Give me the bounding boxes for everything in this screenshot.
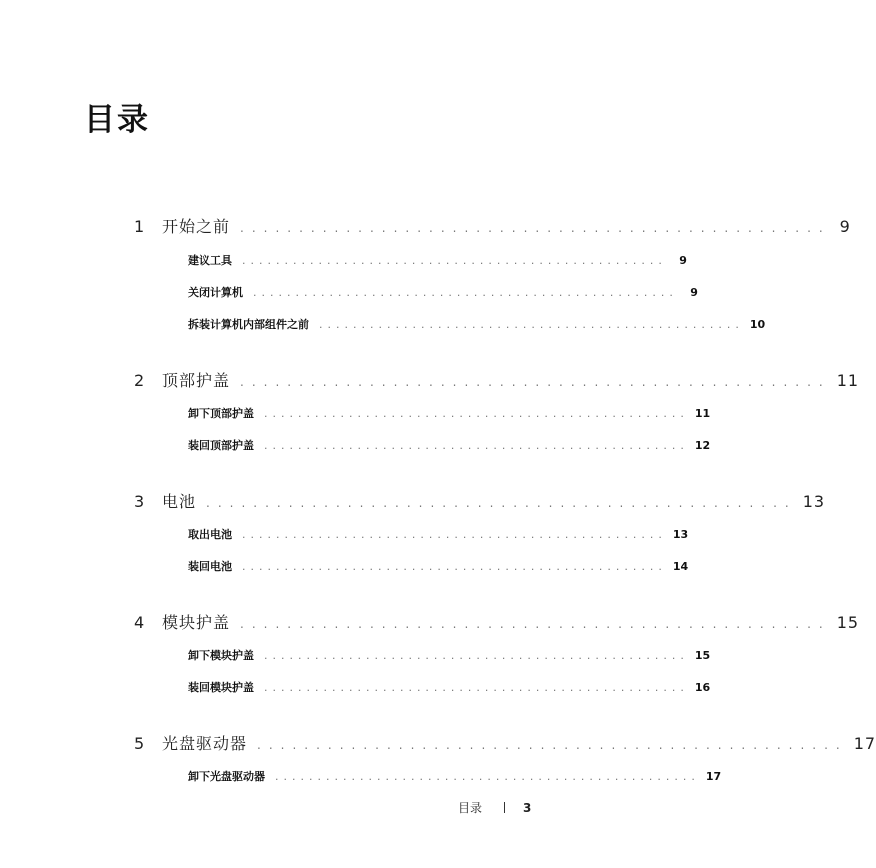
section-title: 建议工具 — [188, 254, 232, 267]
page-number: 9 — [839, 217, 851, 236]
page-number: 15 — [694, 649, 711, 662]
toc-chapter-4[interactable] — [134, 610, 860, 633]
page-footer — [458, 799, 542, 816]
dot-leader: .................................................. — [264, 649, 689, 662]
dot-leader: .................................................. — [264, 681, 689, 694]
dot-leader: .................................................. — [253, 286, 678, 299]
dot-leader: .................................................. — [240, 375, 831, 389]
toc-section[interactable] — [188, 437, 711, 453]
dot-leader: .................................................. — [240, 221, 831, 235]
chapter-title: 电池 — [162, 492, 197, 511]
page-number: 13 — [802, 492, 826, 511]
page-number: 16 — [694, 681, 711, 694]
toc-section[interactable] — [188, 558, 689, 574]
dot-leader: .................................................. — [264, 407, 689, 420]
section-title: 拆装计算机内部组件之前 — [188, 318, 309, 331]
dot-leader: .................................................. — [319, 318, 744, 331]
section-title: 卸下模块护盖 — [188, 649, 254, 662]
page-number: 17 — [853, 734, 876, 753]
dot-leader: .................................................. — [242, 254, 667, 267]
page-title: 目录 — [84, 102, 150, 138]
page-number: 11 — [694, 407, 711, 420]
page-number: 11 — [836, 371, 860, 390]
dot-leader: .................................................. — [264, 439, 689, 452]
toc-section[interactable] — [188, 526, 689, 542]
toc-section[interactable] — [188, 768, 722, 784]
chapter-number: 2 — [134, 371, 146, 390]
toc-section[interactable] — [188, 647, 711, 663]
page-number: 13 — [672, 528, 689, 541]
dot-leader: .................................................. — [242, 560, 667, 573]
page-number: 12 — [694, 439, 711, 452]
page-number: 10 — [749, 318, 766, 331]
chapter-title: 模块护盖 — [162, 613, 231, 632]
dot-leader: .................................................. — [240, 617, 831, 631]
dot-leader: .................................................. — [242, 528, 667, 541]
page-number: 17 — [705, 770, 722, 783]
toc-section[interactable] — [188, 405, 711, 421]
toc-chapter-2[interactable] — [134, 368, 860, 391]
toc-chapter-3[interactable] — [134, 489, 826, 512]
toc-section[interactable] — [188, 316, 766, 332]
page-number: 15 — [836, 613, 860, 632]
chapter-number: 1 — [134, 217, 146, 236]
section-title: 关闭计算机 — [188, 286, 243, 299]
section-title: 装回顶部护盖 — [188, 439, 254, 452]
page-number: 14 — [672, 560, 689, 573]
dot-leader: .................................................. — [257, 738, 848, 752]
page-number: 9 — [690, 286, 698, 299]
section-title: 卸下顶部护盖 — [188, 407, 254, 420]
chapter-number: 5 — [134, 734, 146, 753]
chapter-title: 光盘驱动器 — [162, 734, 248, 753]
footer-separator — [504, 802, 505, 813]
toc-section[interactable] — [188, 252, 687, 268]
toc-section[interactable] — [188, 679, 711, 695]
toc-chapter-5[interactable] — [134, 731, 876, 754]
section-title: 取出电池 — [188, 528, 232, 541]
footer-title: 目录 — [458, 801, 483, 815]
section-title: 装回模块护盖 — [188, 681, 254, 694]
page-number: 9 — [679, 254, 687, 267]
toc-section[interactable] — [188, 284, 698, 300]
dot-leader: .................................................. — [206, 496, 797, 510]
chapter-title: 顶部护盖 — [162, 371, 231, 390]
toc-chapter-1[interactable] — [134, 214, 851, 237]
footer-page-number: 3 — [523, 800, 532, 815]
chapter-number: 4 — [134, 613, 146, 632]
chapter-number: 3 — [134, 492, 146, 511]
dot-leader: .................................................. — [275, 770, 700, 783]
section-title: 卸下光盘驱动器 — [188, 770, 265, 783]
chapter-title: 开始之前 — [162, 217, 231, 236]
section-title: 装回电池 — [188, 560, 232, 573]
